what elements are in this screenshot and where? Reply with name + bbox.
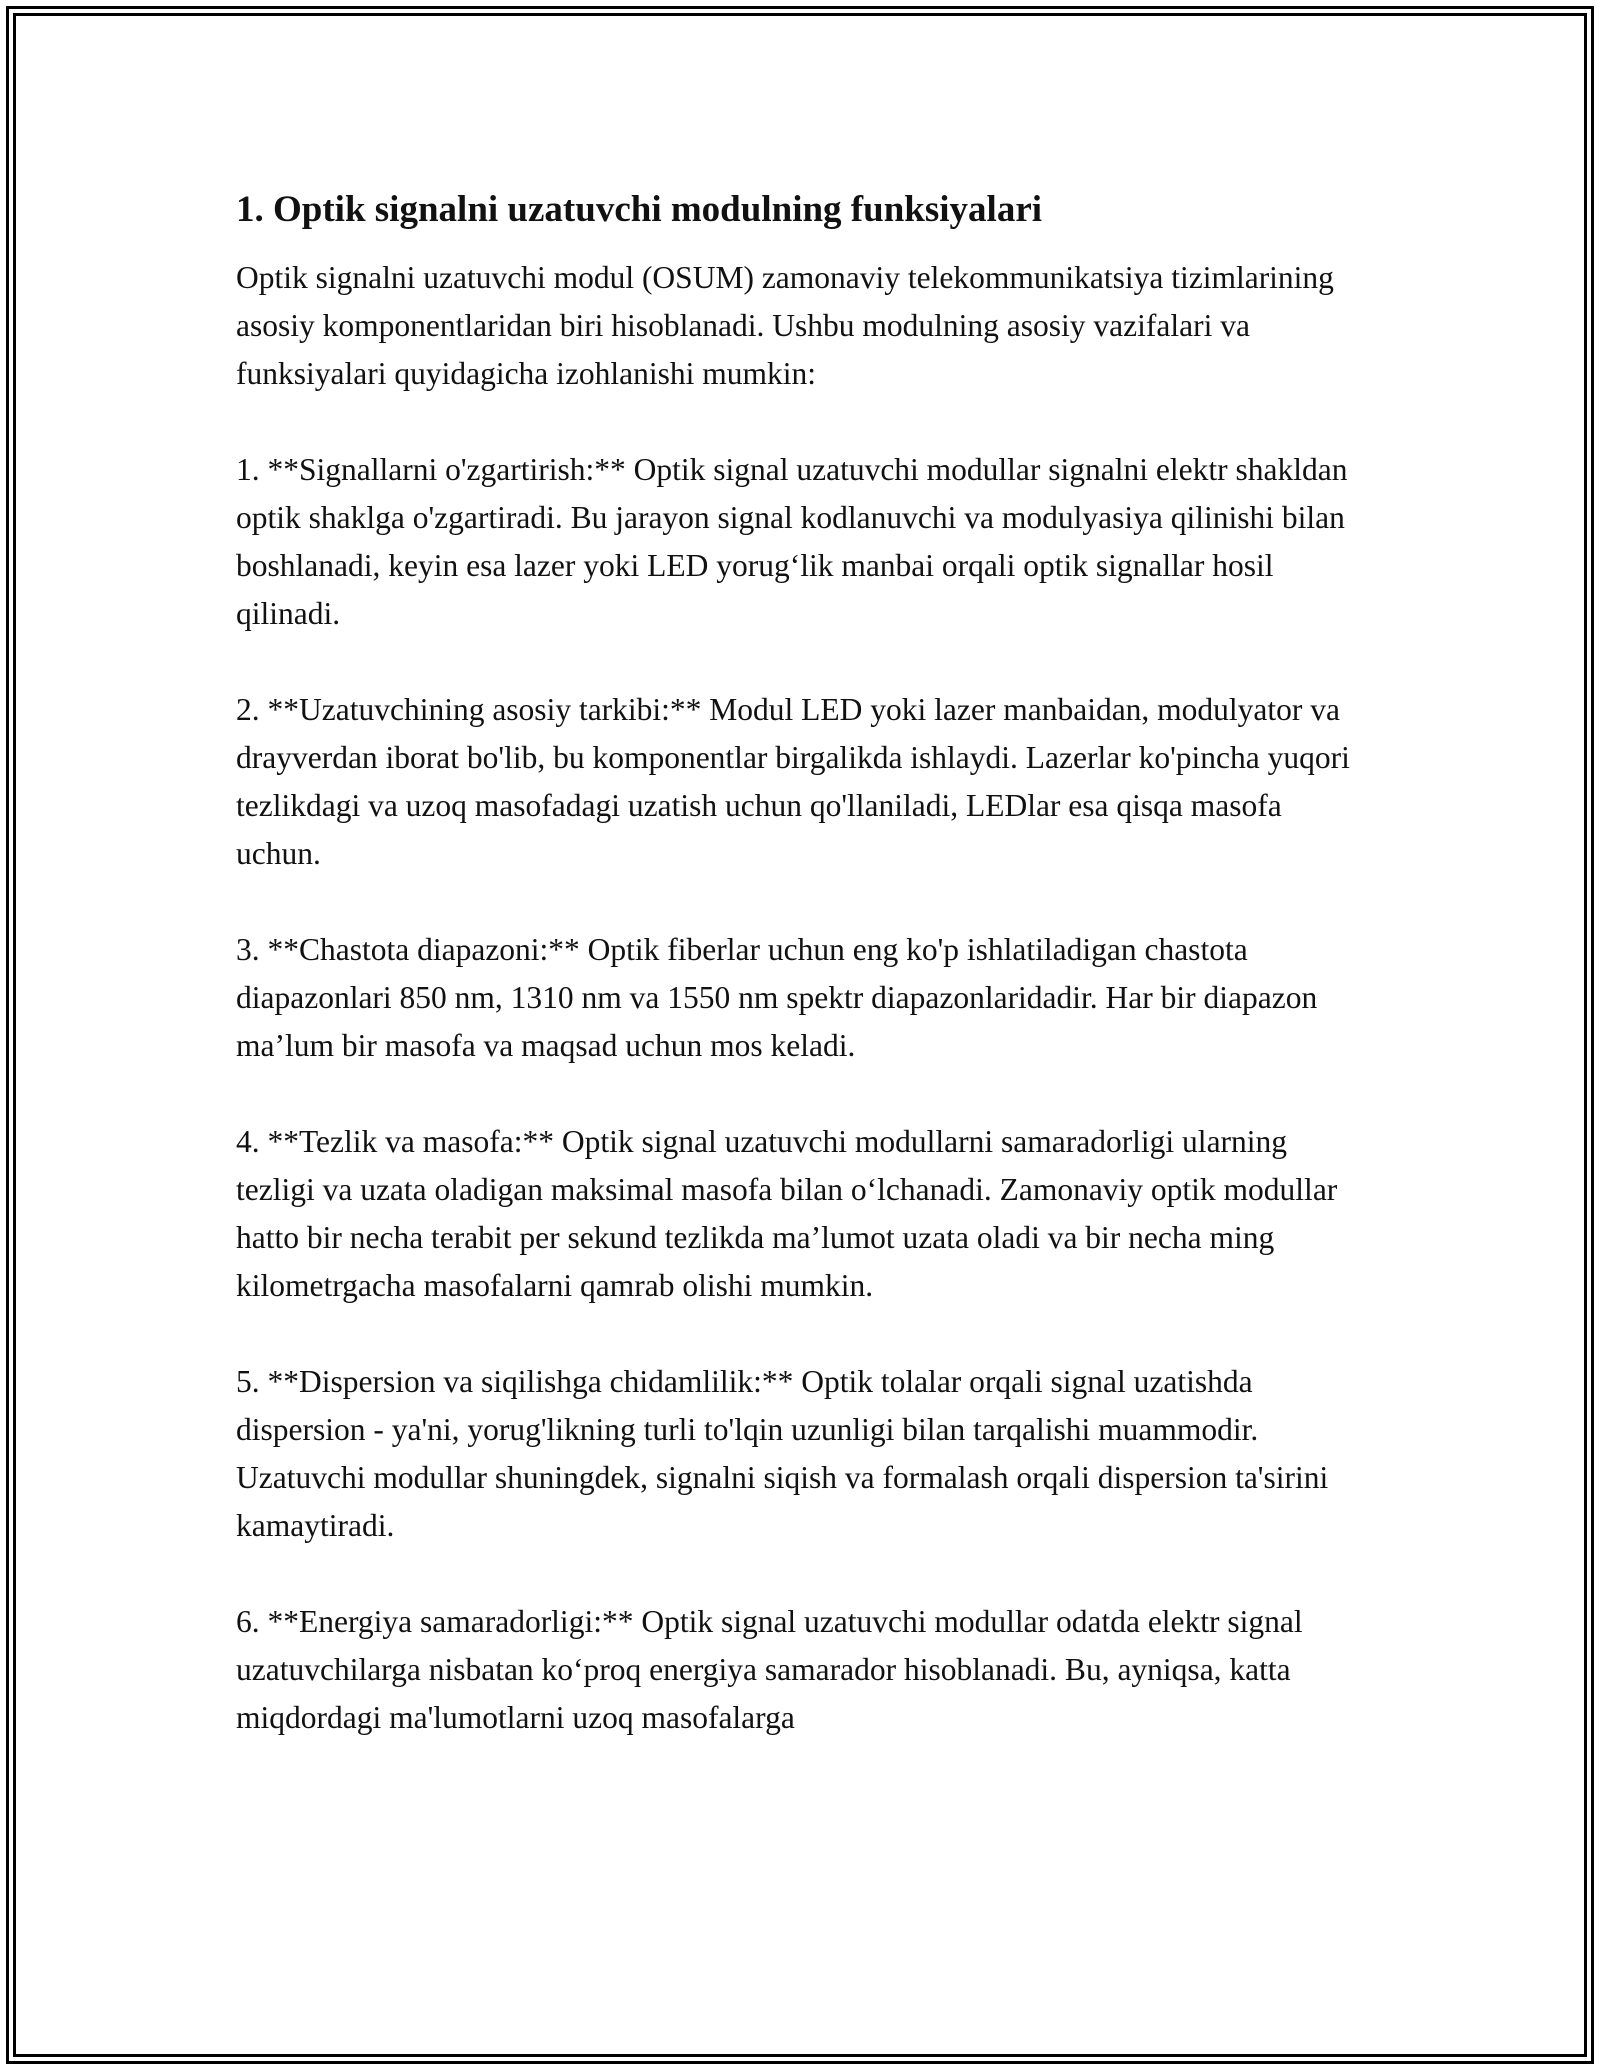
- section-heading: 1. Optik signalni uzatuvchi modulning funksiyalari: [236, 189, 1043, 230]
- list-item-4: 4. **Tezlik va masofa:** Optik signal uzatuvchi modullarni samaradorligi ularning tezligi va uzata oladigan maksimal masofa bilan o‘lchanadi. Zamonaviy optik modullar hatto bir necha terabit per sekund tezlikda ma’lumot uzata oladi va bir necha ming kilometrgacha masofalarni qamrab olishi mumkin.: [236, 1124, 1338, 1303]
- list-item-6: 6. **Energiya samaradorligi:** Optik signal uzatuvchi modullar odatda elektr signal uzatuvchilarga nisbatan ko‘proq energiya samarador hisoblanadi. Bu, ayniqsa, katta miqdordagi ma'lumotlarni uzoq masofalarga: [236, 1604, 1303, 1735]
- document-body: [236, 186, 1366, 1790]
- list-item-3: 3. **Chastota diapazoni:** Optik fiberlar uchun eng ko'p ishlatiladigan chastota diapazonlari 850 nm, 1310 nm va 1550 nm spektr diapazonlaridadir. Har bir diapazon ma’lum bir masofa va maqsad uchun mos keladi.: [236, 932, 1318, 1063]
- list-item-5: 5. **Dispersion va siqilishga chidamlilik:** Optik tolalar orqali signal uzatishda dispersion - ya'ni, yorug'likning turli to'lqin uzunligi bilan tarqalishi muammodir. Uzatuvchi modullar shuningdek, signalni siqish va formalash orqali dispersion ta'sirini kamaytiradi.: [236, 1364, 1329, 1543]
- list-item-1: 1. **Signallarni o'zgartirish:** Optik signal uzatuvchi modullar signalni elektr shakldan optik shaklga o'zgartiradi. Bu jarayon signal kodlanuvchi va modulyasiya qilinishi bilan boshlanadi, keyin esa lazer yoki LED yorug‘lik manbai orqali optik signallar hosil qilinadi.: [236, 452, 1348, 631]
- intro-paragraph: Optik signalni uzatuvchi modul (OSUM) zamonaviy telekommunikatsiya tizimlarining asosiy komponentlaridan biri hisoblanadi. Ushbu modulning asosiy vazifalari va funksiyalari quyidagicha izohlanishi mumkin:: [236, 260, 1334, 391]
- list-item-2: 2. **Uzatuvchining asosiy tarkibi:** Modul LED yoki lazer manbaidan, modulyator va drayverdan iborat bo'lib, bu komponentlar birgalikda ishlaydi. Lazerlar ko'pincha yuqori tezlikdagi va uzoq masofadagi uzatish uchun qo'llaniladi, LEDlar esa qisqa masofa uchun.: [236, 692, 1350, 871]
